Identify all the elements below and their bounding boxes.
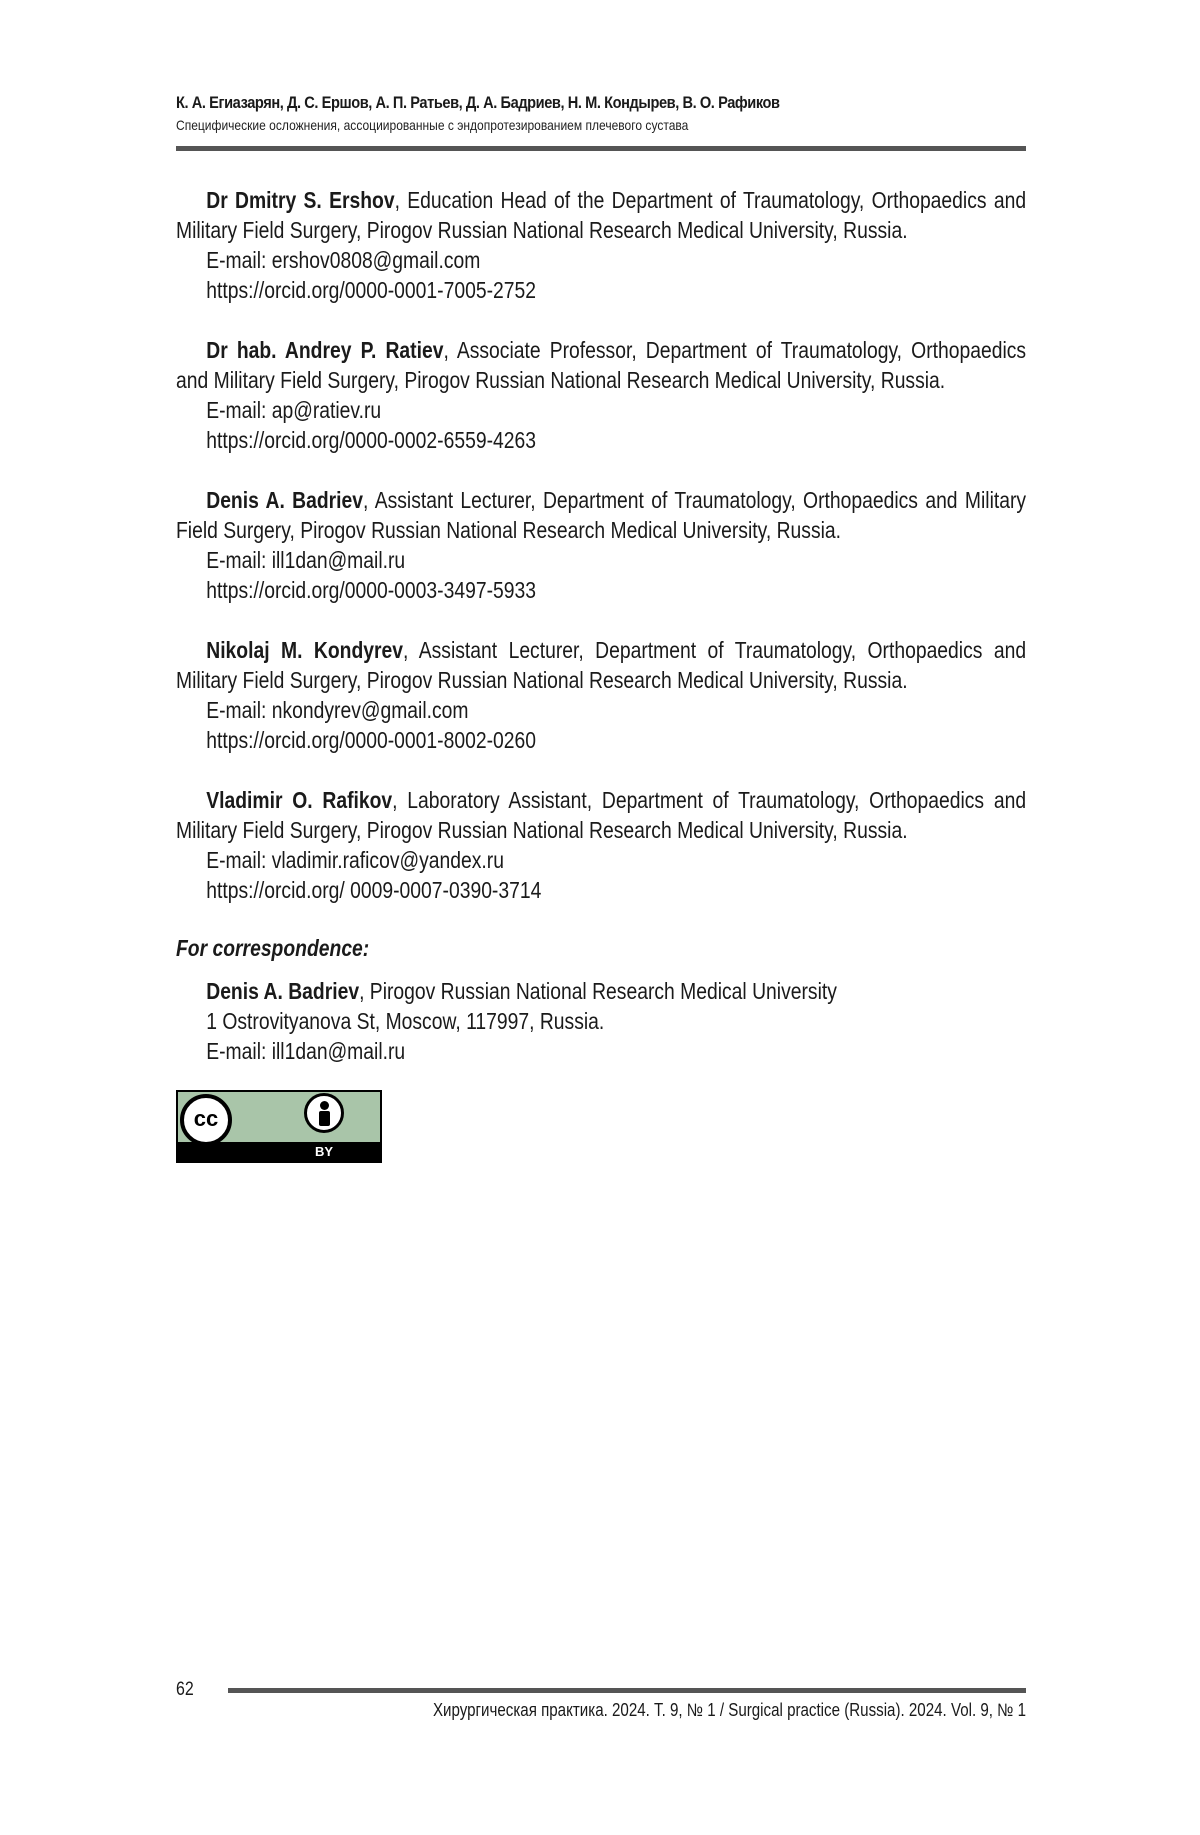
- author-block-rafikov: [176, 785, 1026, 905]
- person-body-shape: [319, 1111, 330, 1126]
- correspondence-name: Denis A. Badriev: [206, 978, 360, 1004]
- person-head-shape: [320, 1101, 329, 1110]
- correspondence-block: [176, 976, 1026, 1066]
- author-name: Denis A. Badriev: [206, 487, 364, 513]
- author-block-ershov: [176, 185, 1026, 305]
- journal-citation: Хирургическая практика. 2024. Т. 9, № 1 / Surgical practice (Russia). 2024. Vol. 9, № 1: [432, 1700, 1026, 1720]
- footer-rule: [228, 1688, 1026, 1693]
- page-number: 62: [176, 1679, 194, 1700]
- author-block-badriev: [176, 485, 1026, 605]
- author-affiliation: , Assistant Lecturer, Department of Traumatology, Orthopaedics and Military Field Surgery, Pirogov Russian National Research Medical University, Russia.: [176, 487, 1027, 543]
- correspondence-institution: , Pirogov Russian National Research Medical University: [359, 978, 837, 1004]
- author-info: [176, 185, 1026, 1096]
- header-subtitle: Специфические осложнения, ассоциированные с эндопротезированием плечевого сустава: [176, 117, 689, 133]
- author-email: E-mail: ap@ratiev.ru: [206, 397, 382, 423]
- author-email: E-mail: nkondyrev@gmail.com: [206, 697, 469, 723]
- author-orcid: https://orcid.org/0000-0002-6559-4263: [206, 427, 536, 453]
- author-block-ratiev: [176, 335, 1026, 455]
- author-affiliation: , Associate Professor, Department of Traumatology, Orthopaedics and Military Field Surgery, Pirogov Russian National Research Medical University, Russia.: [176, 337, 1027, 393]
- correspondence-email: E-mail: ill1dan@mail.ru: [206, 1038, 406, 1064]
- author-name: Dr Dmitry S. Ershov: [206, 187, 395, 213]
- author-affiliation: , Education Head of the Department of Traumatology, Orthopaedics and Military Field Surgery, Pirogov Russian National Research Medical University, Russia.: [176, 187, 1027, 243]
- author-affiliation: , Assistant Lecturer, Department of Traumatology, Orthopaedics and Military Field Surgery, Pirogov Russian National Research Medical University, Russia.: [176, 637, 1027, 693]
- author-name: Dr hab. Andrey P. Ratiev: [206, 337, 444, 363]
- header-authors: К. А. Егиазарян, Д. С. Ершов, А. П. Ратьев, Д. А. Бадриев, Н. М. Кондырев, В. О. Рафиков: [176, 93, 780, 112]
- creative-commons-icon: cc: [180, 1094, 232, 1146]
- running-header: [176, 93, 1026, 133]
- author-email: E-mail: vladimir.raficov@yandex.ru: [206, 847, 504, 873]
- author-email: E-mail: ill1dan@mail.ru: [206, 547, 406, 573]
- header-rule: [176, 146, 1026, 151]
- author-orcid: https://orcid.org/0000-0001-7005-2752: [206, 277, 536, 303]
- attribution-person-icon: [304, 1093, 344, 1133]
- by-label: BY: [268, 1142, 380, 1161]
- author-affiliation: , Laboratory Assistant, Department of Traumatology, Orthopaedics and Military Field Surgery, Pirogov Russian National Research Medical University, Russia.: [176, 787, 1027, 843]
- correspondence-address: 1 Ostrovityanova St, Moscow, 117997, Russia.: [206, 1008, 605, 1034]
- author-block-kondyrev: [176, 635, 1026, 755]
- author-name: Vladimir O. Rafikov: [206, 787, 393, 813]
- author-name: Nikolaj M. Kondyrev: [206, 637, 404, 663]
- author-orcid: https://orcid.org/0000-0001-8002-0260: [206, 727, 536, 753]
- author-orcid: https://orcid.org/0000-0003-3497-5933: [206, 577, 536, 603]
- author-email: E-mail: ershov0808@gmail.com: [206, 247, 481, 273]
- correspondence-title: For correspondence:: [176, 935, 370, 961]
- cc-by-license-badge: [176, 1090, 382, 1163]
- author-orcid: https://orcid.org/ 0009-0007-0390-3714: [206, 877, 542, 903]
